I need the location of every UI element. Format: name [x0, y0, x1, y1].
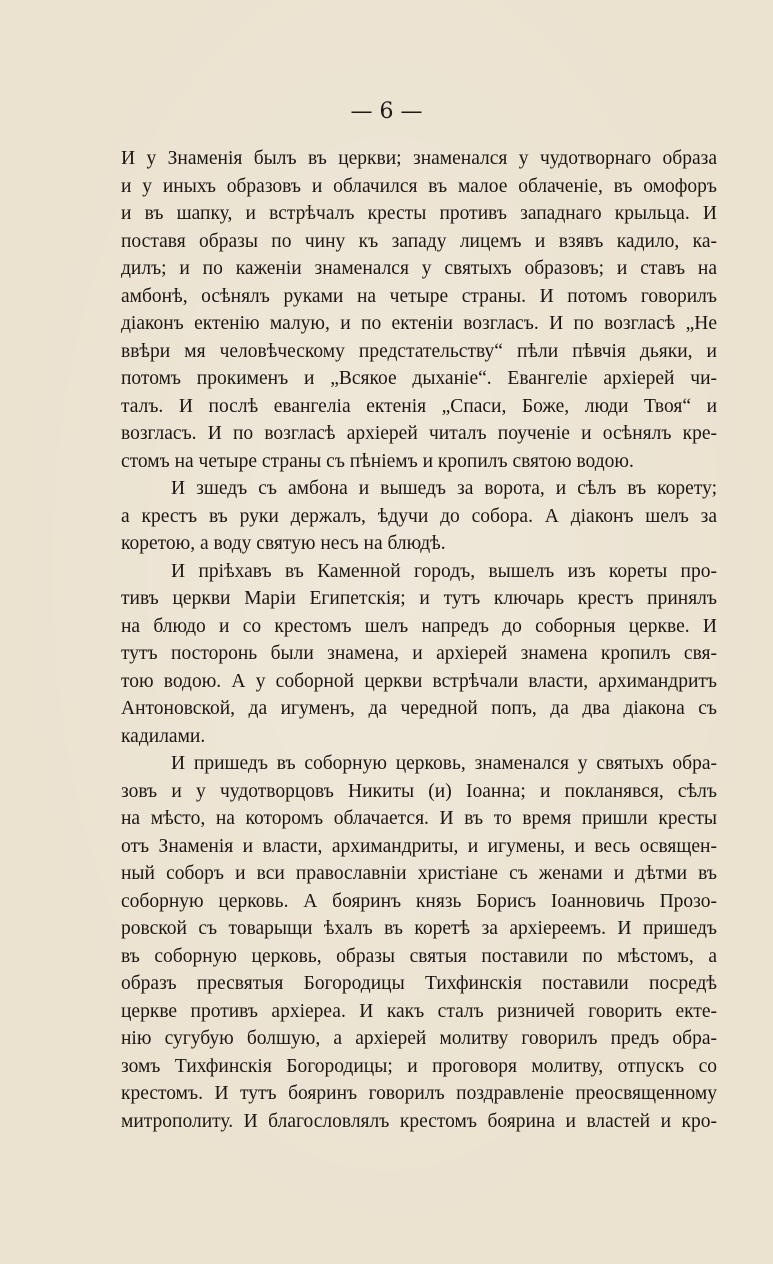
text-line: образъ пресвятыя Богородицы Тихфинскія поставили посредѣ: [121, 973, 717, 994]
text-line: митрополиту. И благословлялъ крестомъ боярина и властей и кро-: [121, 1110, 717, 1132]
text-line: Антоновской, да игуменъ, да чередной попъ, да два діакона съ: [121, 698, 717, 719]
text-line: тивъ церкви Маріи Египетскія; и тутъ ключарь крестъ принялъ: [121, 588, 717, 609]
text-line: кадилами.: [121, 725, 206, 747]
text-line: нію сугубую болшую, а архіерей молитву говорилъ предъ обра-: [121, 1028, 717, 1049]
text-line: И у Знаменія былъ въ церкви; знаменался у чудотворнаго образа: [121, 148, 717, 169]
text-line: зовъ и у чудотворцовъ Никиты (и) Іоанна; и покланявся, сѣлъ: [121, 780, 717, 802]
text-line: дилъ; и по каженіи знаменался у святыхъ образовъ; и ставъ на: [121, 258, 717, 279]
text-line: отъ Знаменія и власти, архимандриты, и игумены, и весь освящен-: [121, 835, 717, 857]
page-number: — 6 —: [350, 99, 423, 124]
text-line: а крестъ въ руки держалъ, ѣдучи до собора. А діаконъ шелъ за: [121, 505, 717, 527]
text-line: зомъ Тихфинскія Богородицы; и проговоря молитву, отпускъ со: [121, 1055, 717, 1077]
text-line: крестомъ. И тутъ бояринъ говорилъ поздравленіе преосвященному: [121, 1083, 717, 1104]
text-line: діаконъ ектенію малую, и по ектеніи возгласъ. И по возгласѣ „Не: [121, 313, 717, 334]
paragraph-2: [121, 475, 717, 558]
text-line: талъ. И послѣ евангеліа ектенія „Спаси, Боже, люди Твоя“ и: [121, 395, 717, 417]
text-line: соборную церковь. А бояринъ князь Борисъ Іоанновичь Прозо-: [121, 890, 717, 912]
text-line: въ соборную церковь, образы святыя поставили по мѣстомъ, а: [121, 945, 717, 967]
text-line: ввѣри мя человѣческому предстательству“ пѣли пѣвчія дьяки, и: [121, 340, 717, 362]
text-line: тутъ посторонь были знамена, и архіерей знамена кропилъ свя-: [121, 643, 717, 664]
text-line: стомъ на четыре страны съ пѣніемъ и кропилъ святою водою.: [121, 450, 634, 472]
text-line: на блюдо и со крестомъ шелъ напредъ до соборныя церкве. И: [121, 615, 717, 637]
text-line: ный соборъ и вси православніи христіане съ женами и дѣтми въ: [121, 863, 717, 884]
text-line: поставя образы по чину къ западу лицемъ и взявъ кадило, ка-: [121, 230, 717, 252]
paragraph-4: [121, 750, 717, 1135]
paragraph-1: [121, 145, 717, 475]
body-text: [121, 145, 717, 1135]
text-line: И пріѣхавъ въ Каменной городъ, вышелъ изъ кореты про-: [171, 560, 717, 582]
text-line: амбонѣ, осѣнялъ руками на четыре страны. И потомъ говорилъ: [121, 285, 717, 307]
text-line: коретою, а воду святую несъ на блюдѣ.: [121, 533, 446, 554]
text-line: ровской съ товарыщи ѣхалъ въ коретѣ за архіереемъ. И пришедъ: [121, 918, 717, 939]
text-line: на мѣсто, на которомъ облачается. И въ то время пришли кресты: [121, 808, 717, 829]
text-line: И пришедъ въ соборную церковь, знаменался у святыхъ обра-: [171, 753, 717, 774]
text-line: церкве противъ архіереа. И какъ сталъ ризничей говорить екте-: [121, 1000, 717, 1022]
text-line: и у иныхъ образовъ и облачился въ малое облаченіе, въ омофоръ: [121, 175, 717, 197]
text-line: И зшедъ съ амбона и вышедъ за ворота, и сѣлъ въ корету;: [171, 478, 717, 499]
text-line: возгласъ. И по возгласѣ архіерей читалъ поученіе и осѣнялъ кре-: [121, 423, 717, 444]
text-line: потомъ прокименъ и „Всякое дыханіе“. Евангеліе архіерей чи-: [121, 368, 717, 389]
text-line: и въ шапку, и встрѣчалъ кресты противъ западнаго крыльца. И: [121, 203, 717, 224]
paragraph-3: [121, 558, 717, 751]
text-line: тою водою. А у соборной церкви встрѣчали власти, архимандритъ: [121, 670, 717, 692]
